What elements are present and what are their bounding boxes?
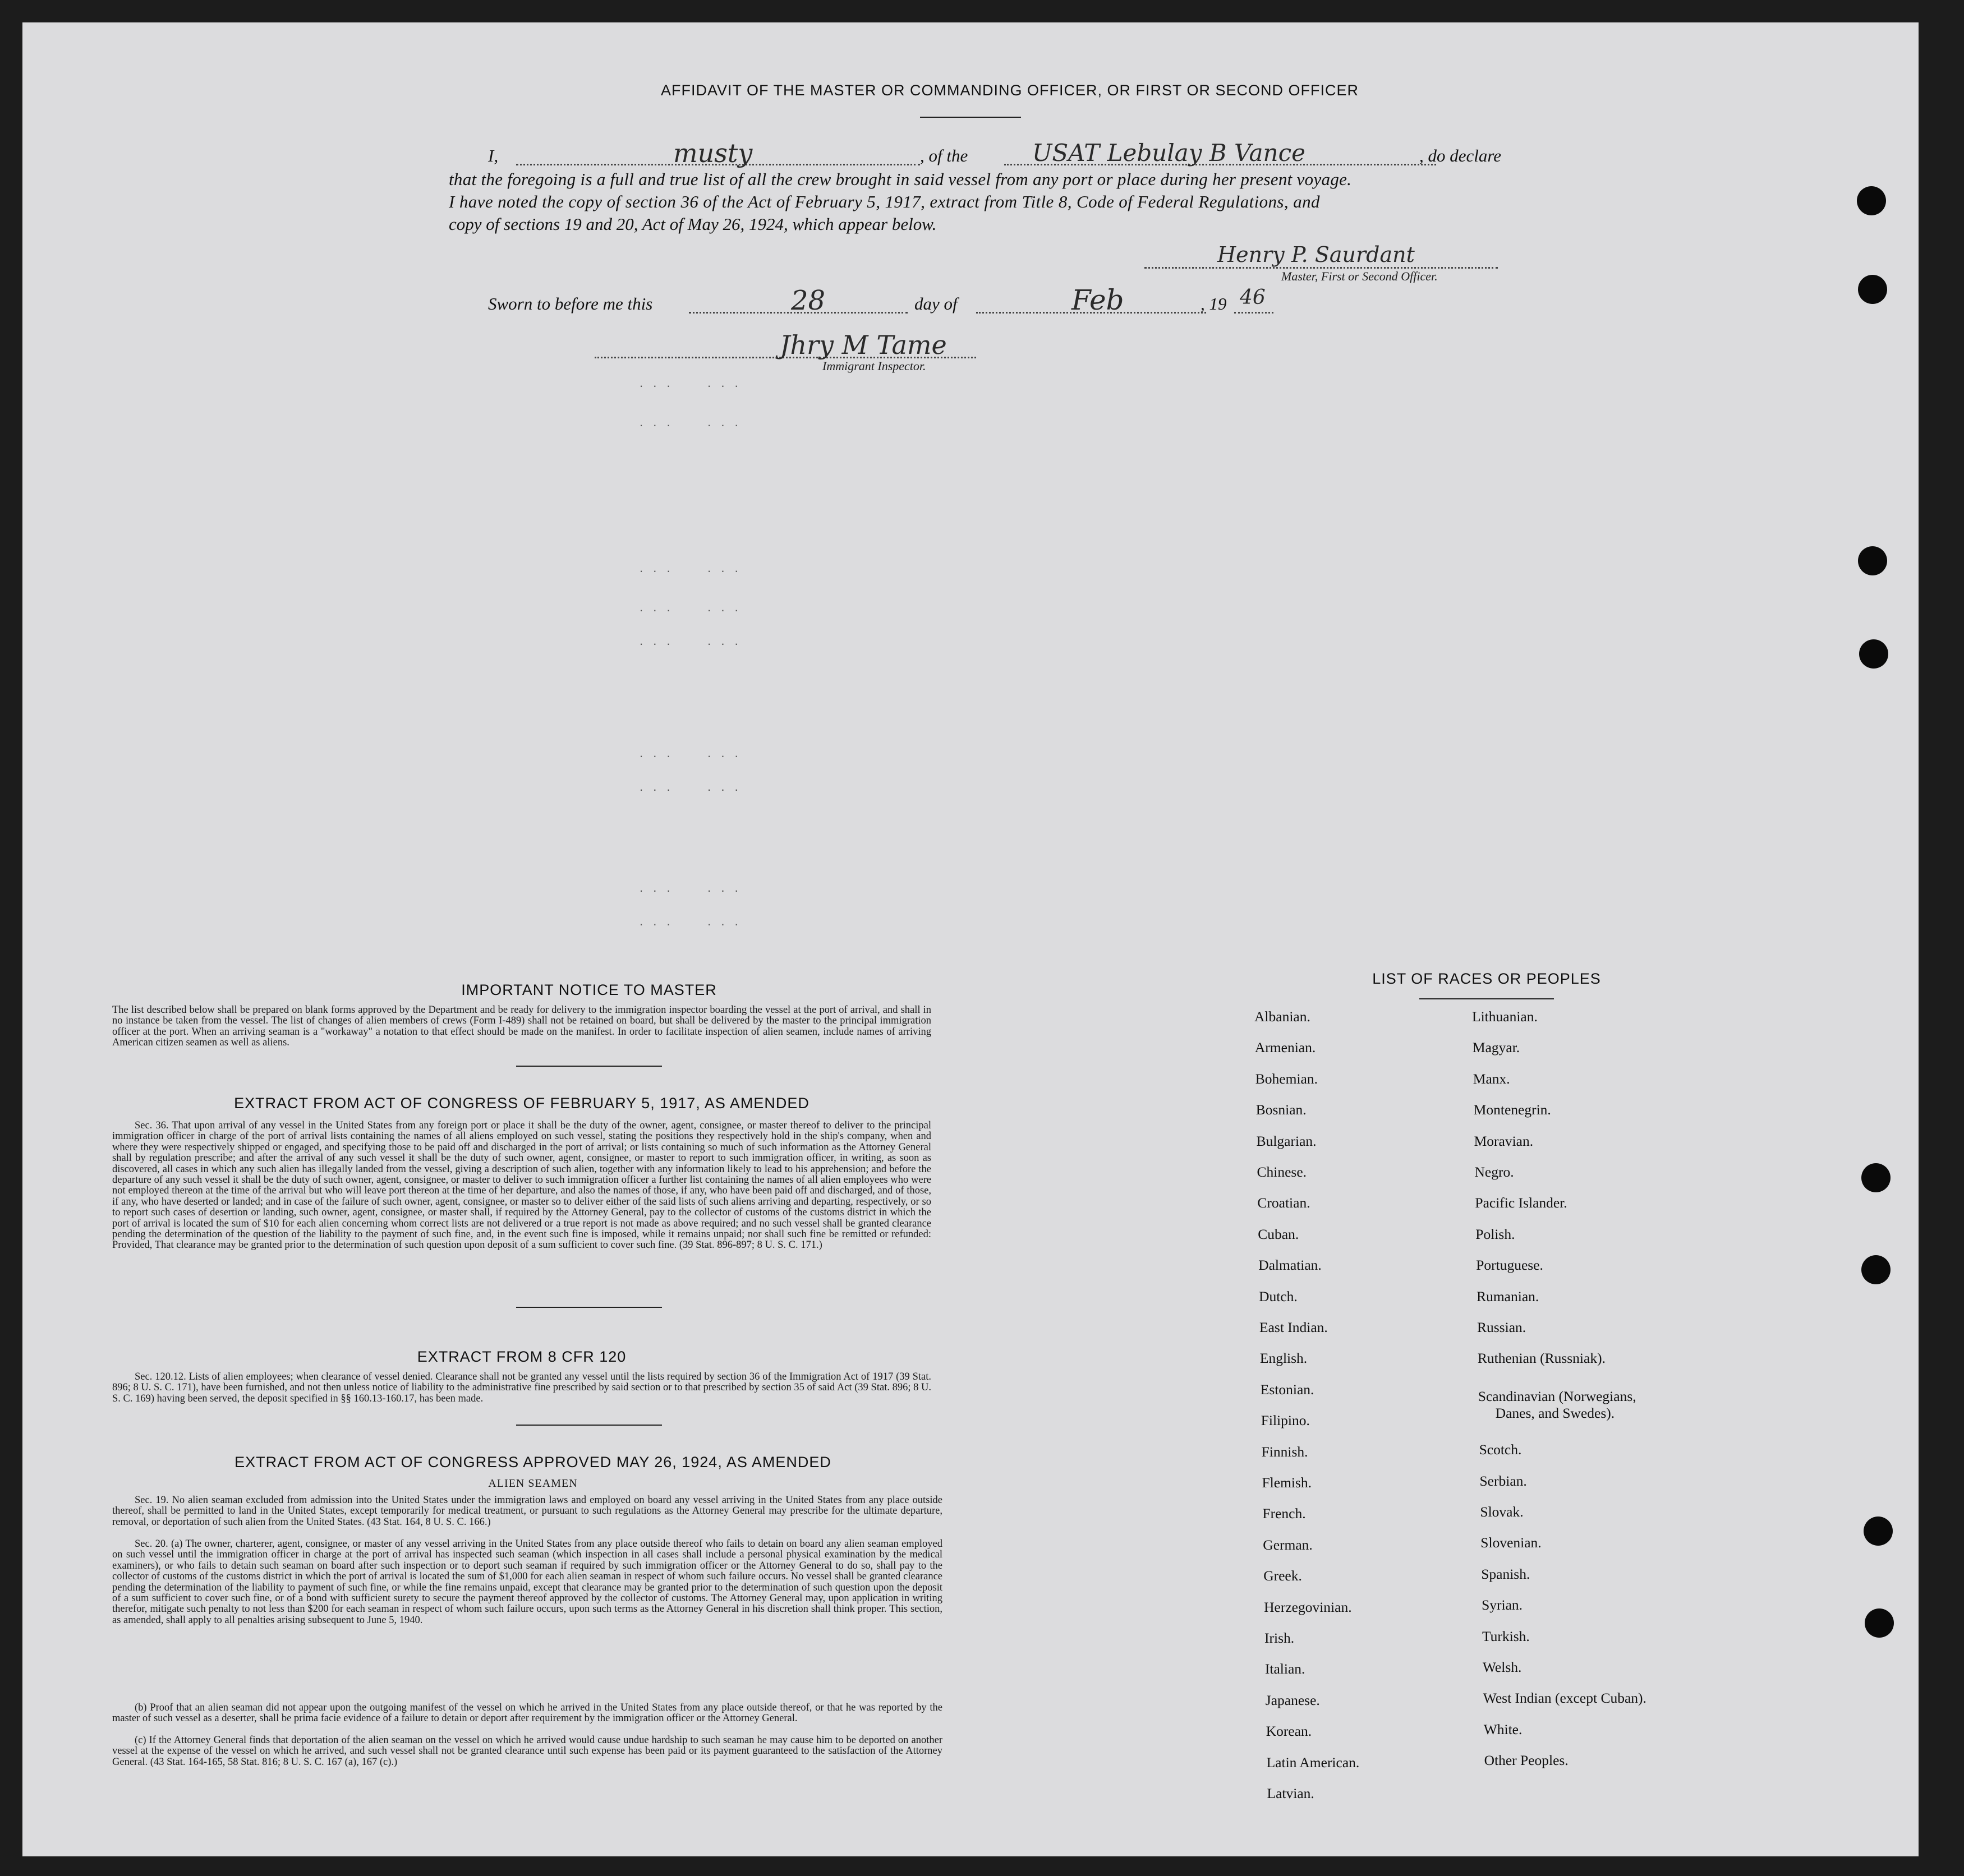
race-item-right: Pacific Islander. [1475, 1195, 1567, 1211]
punch-hole [1859, 639, 1888, 669]
extract-1924-title: EXTRACT FROM ACT OF CONGRESS APPROVED MAY 26, 1924, AS AMENDED [234, 1454, 831, 1471]
handwritten-name: musty [673, 138, 753, 168]
sworn-label: Sworn to before me this [488, 294, 653, 314]
race-item-right: Magyar. [1472, 1039, 1520, 1056]
master-signature-line [1144, 267, 1498, 269]
race-item-right: Ruthenian (Russniak). [1477, 1350, 1606, 1367]
declare-label: , do declare [1419, 146, 1502, 165]
race-item-right: Negro. [1474, 1164, 1514, 1180]
race-item-right: Slovenian. [1480, 1534, 1542, 1551]
race-item-right: Montenegrin. [1473, 1101, 1551, 1118]
race-item-left: Italian. [1264, 1661, 1305, 1677]
extract-1924-sec20a: Sec. 20. (a) The owner, charterer, agent, consignee, or master of any vessel arriving in the United States from any place outside thereof who fails to detain on board any alien seaman employed on such vessel until the immigration officer in charge at the port of arrival has inspected such seaman (which inspection in all cases shall include a personal physical examination by the medical examiners), or who fails to detain such seaman on board after such inspection or to deport such seaman if required by such immigration officer or the Attorney General to do so, shall pay to the collector of customs of the customs district in which the port of arrival is located the sum of $1,000 for each alien seaman in respect of whom such failure occurs. No vessel shall be granted clearance pending the determination of the liability to payment of such fine, or while the fine remains unpaid, except that clearance may be granted prior to the determination of such question upon the deposit of a sum sufficient to cover such fine, or of a bond with sufficient surety to secure the payment thereof approved by the collector of customs. The Attorney General may, upon application in writing therefor, mitigate such penalty to not less than $200 for each seaman in respect of whom such failure occurs, upon such terms as the Attorney General in his discretion shall think proper. This section, as amended, shall apply to all penalties arising subsequent to June 5, 1940. [112, 1538, 942, 1626]
race-item-left: Japanese. [1265, 1691, 1320, 1708]
blank-leader: . . . . . . [640, 780, 742, 794]
race-item-left: Bulgarian. [1256, 1132, 1317, 1149]
section-rule [516, 1425, 662, 1426]
master-caption: Master, First or Second Officer. [1281, 269, 1438, 283]
races-title: LIST OF RACES OR PEOPLES [1372, 970, 1601, 987]
race-item-right: Serbian. [1479, 1472, 1527, 1489]
race-item-right: White. [1483, 1721, 1523, 1737]
race-item-right: Slovak. [1480, 1504, 1524, 1520]
punch-hole [1861, 1255, 1891, 1284]
race-item-right: Syrian. [1482, 1597, 1523, 1614]
handwritten-month: Feb [1071, 284, 1124, 316]
race-item-left: Bohemian. [1255, 1070, 1318, 1087]
blank-leader: . . . . . . [640, 634, 742, 648]
race-item-right: Welsh. [1482, 1659, 1522, 1675]
blank-leader: . . . . . . [640, 600, 742, 614]
blank-leader: . . . . . . [640, 914, 742, 928]
of-the-label: , of the [920, 146, 968, 165]
punch-hole [1861, 1163, 1891, 1192]
affidavit-title: AFFIDAVIT OF THE MASTER OR COMMANDING OFFICER, OR FIRST OR SECOND OFFICER [660, 82, 1359, 99]
race-item-left: English. [1259, 1350, 1308, 1367]
race-item-right: West Indian (except Cuban). [1483, 1690, 1646, 1707]
race-item-right: Moravian. [1474, 1132, 1534, 1149]
handwritten-year: 46 [1240, 286, 1266, 309]
extract-1924-sec20c: (c) If the Attorney General finds that deportation of the alien seaman on the vessel on which he arrived would cause undue hardship to such seaman he may cause him to be deported on another vessel at the expense of the vessel on which he arrived, and such vessel shall not be granted clearance until such expense has been paid or its payment guaranteed to the satisfaction of the Attorney General. (43 Stat. 164-165, 58 Stat. 816; 8 U. S. C. 167 (a), 167 (c).) [112, 1735, 942, 1768]
section-rule [516, 1307, 662, 1308]
race-item-left: Estonian. [1260, 1381, 1314, 1398]
race-item-left: Herzegovinian. [1264, 1598, 1352, 1615]
race-item-left: Dalmatian. [1258, 1257, 1322, 1274]
extract-1917-title: EXTRACT FROM ACT OF CONGRESS OF FEBRUARY 5, 1917, AS AMENDED [234, 1095, 809, 1112]
race-item-left: Filipino. [1261, 1412, 1310, 1429]
blank-leader: . . . . . . [640, 376, 742, 390]
race-item-left: Armenian. [1254, 1039, 1316, 1056]
race-item-right: Scandinavian (Norwegians, [1478, 1388, 1636, 1404]
race-item-left: Finnish. [1261, 1443, 1308, 1460]
extract-cfr-title: EXTRACT FROM 8 CFR 120 [417, 1348, 627, 1365]
race-item-left: Chinese. [1257, 1164, 1307, 1180]
race-item-left: Irish. [1264, 1630, 1295, 1646]
races-title-rule [1419, 998, 1554, 999]
day-of-label: day of [914, 294, 958, 314]
extract-1917-text: Sec. 36. That upon arrival of any vessel in the United States from any foreign port or place it shall be the duty of the owner, agent, consignee, or master thereof to deliver to the principal immigration officer in charge of the port of arrival lists containing the names of all aliens employed on such vessel, stating the positions they respectively hold in the ship's company, when and where they were respectively shipped or engaged, and specifying those to be paid off and discharged in the port of arrival; or lists containing so much of such information as the Attorney General shall by regulation prescribe; and after the arrival of any such vessel it shall be the duty of such owner, agent, consignee, or master to report to such immigration officer, in writing, as soon as discovered, all cases in which any such alien has illegally landed from the vessel, giving a description of such alien, together with any information likely to lead to his apprehension; and before the departure of any such vessel it shall be the duty of such owner, agent, consignee, or master to deliver to such immigration officer a further list containing the names of all alien employees who were not employed thereon at the time of the arrival but who will leave port thereon at the time of her departure, and also the names of those, if any, who have been paid off and discharged, and of those, if any, who have deserted or landed; and in case of the failure of such owner, agent, consignee, or master so to deliver either of the said lists of such aliens arriving and departing, respectively, or so to report such cases of desertion or landing, such owner, agent, consignee, or master shall, if required by the Attorney General, pay to the collector of customs of the customs district in which the port of arrival is located the sum of $10 for each alien concerning whom correct lists are not delivered or a true report is not made as above required; and no such vessel shall be granted clearance pending the determination of the question of the liability to the payment of such fine, and, in the event such fine is imposed, while it remains unpaid; nor shall such fine be remitted or refunded: Provided, That clearance may be granted prior to the determination of such question upon deposit of a sum sufficient to cover such fine. (39 Stat. 896-897; 8 U. S. C. 171.) [112, 1120, 931, 1251]
alien-seamen-subtitle: ALIEN SEAMEN [488, 1477, 578, 1490]
race-item-right: Manx. [1473, 1070, 1510, 1087]
race-item-left: Latin American. [1266, 1754, 1360, 1771]
extract-cfr-text: Sec. 120.12. Lists of alien employees; when clearance of vessel denied. Clearance shall not be granted any vessel until the lists required by section 36 of the Immigration Act of 1917 (39 Stat. 896; 8 U. S. C. 171), have been furnished, and not then unless notice of liability to the administrative fine prescribed by said section or to that prescribed by section 35 of said Act (39 Stat. 896; 8 U. S. C. 169) having been served, the deposit specified in §§ 160.13-160.17, has been made. [112, 1371, 931, 1404]
notice-text: The list described below shall be prepared on blank forms approved by the Department and be ready for delivery to the immigration inspector boarding the vessel at the port of arrival, and shall in no instance be taken from the vessel. The list of changes of alien members of crews (Form I-489) shall not be retained on board, but shall be delivered by the master to the principal immigration officer at the port. When an arriving seaman is a "workaway" a notation to that effect should be made on the manifest. In order to facilitate inspection of alien seamen, include names of arriving American citizen seamen as well as aliens. [112, 1004, 931, 1049]
race-item-right: Spanish. [1481, 1565, 1530, 1582]
handwritten-day: 28 [791, 285, 826, 316]
declaration-line-3: I have noted the copy of section 36 of the Act of February 5, 1917, extract from Title 8, Code of Federal Regulations, and [449, 192, 1320, 211]
blank-leader: . . . . . . [640, 881, 742, 895]
race-item-left: Greek. [1263, 1568, 1302, 1584]
handwritten-master-signature: Henry P. Saurdant [1217, 242, 1415, 267]
notice-title: IMPORTANT NOTICE TO MASTER [461, 981, 717, 998]
handwritten-vessel: USAT Lebulay B Vance [1032, 139, 1305, 167]
section-rule [516, 1066, 662, 1067]
race-item-right: Danes, and Swedes). [1495, 1404, 1615, 1421]
declaration-line-2: that the foregoing is a full and true list of all the crew brought in said vessel from any port or place during her present voyage. [449, 169, 1352, 189]
race-item-right: Rumanian. [1477, 1288, 1539, 1305]
race-item-left: Flemish. [1262, 1474, 1312, 1491]
race-item-left: Cuban. [1258, 1225, 1299, 1242]
race-item-right: Portuguese. [1476, 1257, 1543, 1274]
race-item-left: Dutch. [1259, 1288, 1298, 1305]
punch-hole [1865, 1608, 1894, 1638]
race-item-left: German. [1263, 1536, 1313, 1553]
punch-hole [1857, 186, 1886, 215]
extract-1924-sec20b: (b) Proof that an alien seaman did not appear upon the outgoing manifest of the vessel on which he arrived in the United States from any place outside thereof, or that he was reported by the master of such vessel as a deserter, shall be prima facie evidence of a failure to detain or deport after requirement by the immigration officer or the Attorney General. [112, 1702, 942, 1725]
handwritten-inspector-signature: Jhry M Tame [780, 330, 947, 360]
document-page [22, 22, 1919, 1856]
race-item-right: Scotch. [1479, 1441, 1522, 1458]
race-item-left: Bosnian. [1255, 1101, 1307, 1118]
i-label: I, [488, 146, 499, 165]
race-item-right: Other Peoples. [1484, 1752, 1569, 1769]
year-label: , 19 [1201, 294, 1227, 314]
inspector-caption: Immigrant Inspector. [822, 359, 926, 373]
race-item-left: Korean. [1266, 1723, 1312, 1740]
punch-hole [1858, 275, 1887, 304]
race-item-right: Lithuanian. [1472, 1008, 1538, 1025]
race-item-right: Russian. [1477, 1319, 1526, 1335]
extract-1924-sec19: Sec. 19. No alien seaman excluded from admission into the United States under the immigration laws and employed on board any vessel arriving in the United States from any place outside thereof, shall be permitted to land in the United States, except temporarily for medical treatment, or pursuant to such regulations as the Attorney General may prescribe for the ultimate departure, removal, or deportation of such alien from the United States. (43 Stat. 164, 8 U. S. C. 166.) [112, 1495, 942, 1528]
race-item-left: French. [1262, 1505, 1306, 1522]
blank-leader: . . . . . . [640, 415, 742, 429]
race-item-right: Polish. [1475, 1225, 1515, 1242]
race-item-right: Turkish. [1482, 1628, 1530, 1644]
title-rule [920, 117, 1021, 118]
year-field-line [1234, 312, 1273, 314]
punch-hole [1858, 546, 1887, 575]
race-item-left: Croatian. [1257, 1195, 1310, 1211]
declaration-line-4: copy of sections 19 and 20, Act of May 26, 1924, which appear below. [449, 214, 937, 234]
race-item-left: Albanian. [1254, 1008, 1310, 1025]
blank-leader: . . . . . . [640, 561, 742, 575]
punch-hole [1864, 1517, 1893, 1546]
race-item-left: East Indian. [1259, 1319, 1328, 1335]
declaration-line-1 [488, 146, 498, 166]
blank-leader: . . . . . . [640, 746, 742, 760]
race-item-left: Latvian. [1267, 1785, 1314, 1801]
